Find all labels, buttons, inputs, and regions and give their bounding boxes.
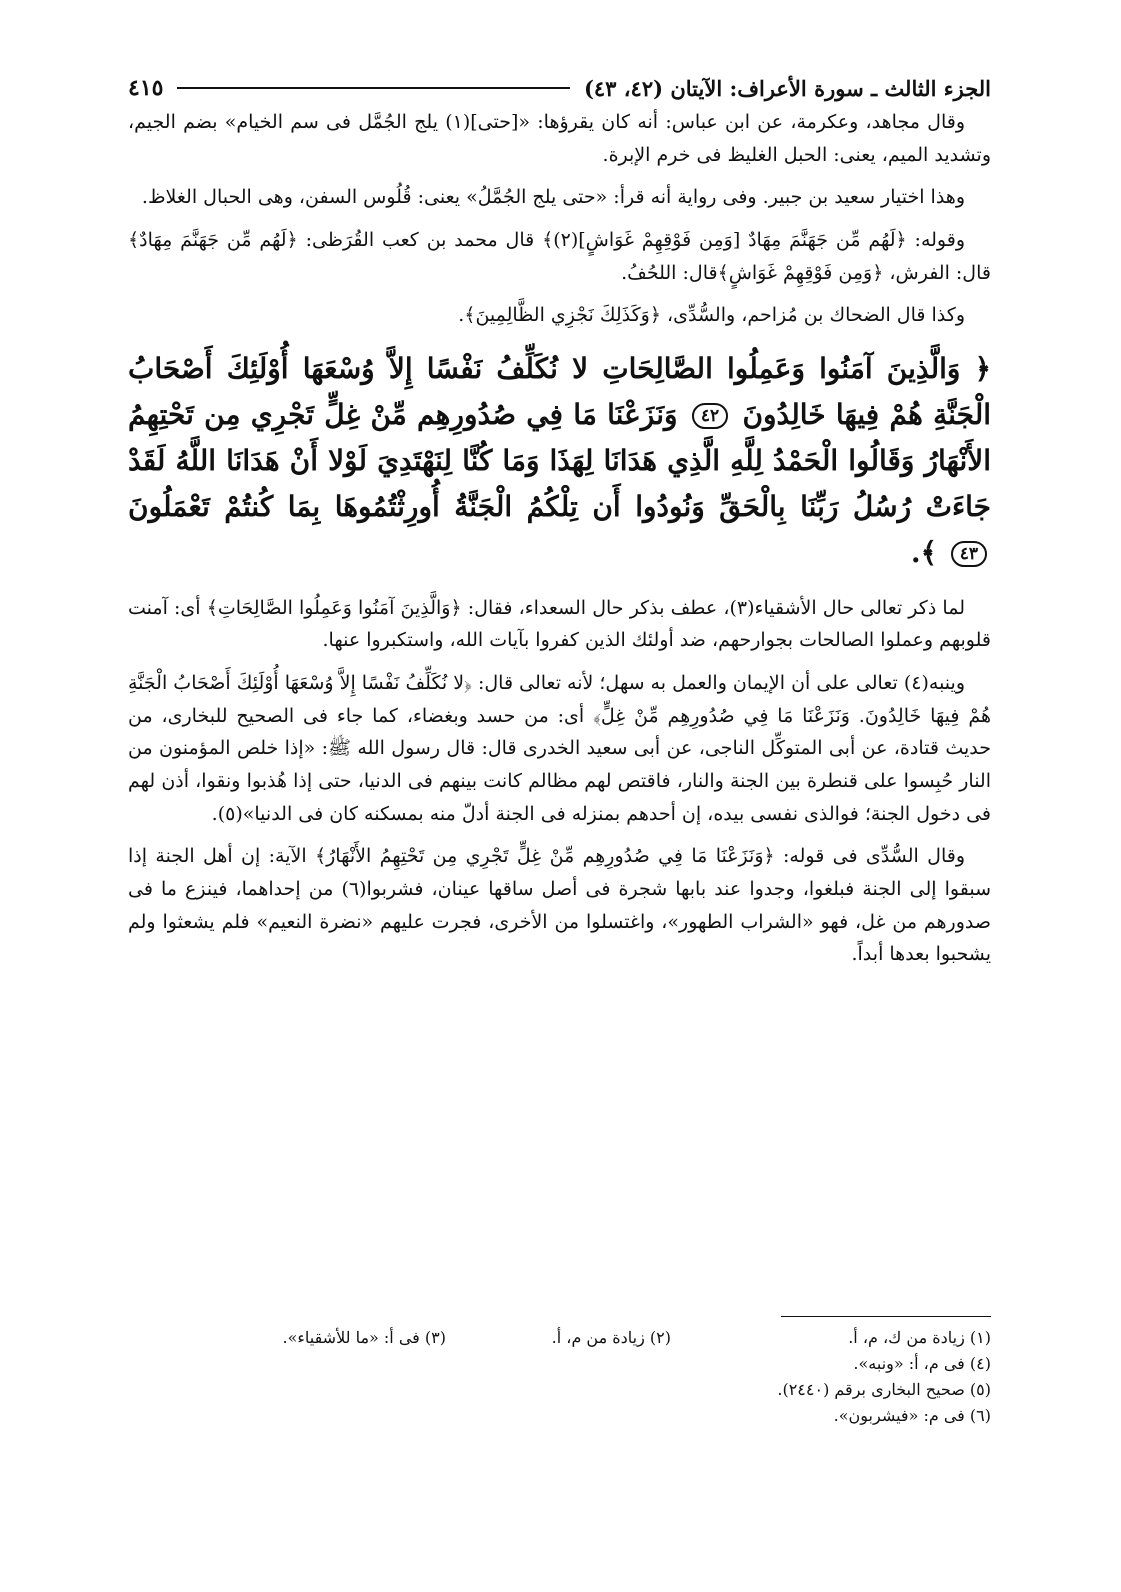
- footnote-2: (٢) زيادة من م، أ.: [551, 1328, 671, 1347]
- footnote-divider: [781, 1316, 991, 1317]
- footnote-row-1: [128, 1325, 991, 1351]
- verse-end-bracket: ﴾.: [910, 535, 937, 569]
- paragraph-4: وكذا قال الضحاك بن مُزاحم، والسُّدِّى، ﴿وَكَذَلِكَ نَجْزِي الظَّالِمِينَ﴾.: [458, 304, 965, 327]
- paragraph-1: وقال مجاهد، وعكرمة، عن ابن عباس: أنه كان يقرؤها: «[حتى](١) يلج الجُمَّل فى سم الخيام» بضم الجيم، وتشديد الميم، يعنى: الحبل الغليظ فى خرم الإبرة.: [128, 111, 991, 166]
- footnote-5: (٥) صحيح البخارى برقم (٢٤٤٠).: [777, 1380, 991, 1399]
- ayah-number-43: ٤٣: [951, 541, 987, 567]
- verse-text-part-2: وَنَزَعْنَا مَا فِي صُدُورِهِم مِّنْ غِلٍّ تَجْرِي مِن تَحْتِهِمُ الأَنْهَارُ وَقَالُوا الْحَمْدُ لِلَّهِ الَّذِي هَدَانَا لِهَذَا وَمَا كُنَّا لِنَهْتَدِيَ لَوْلا أَنْ هَدَانَا اللَّهُ لَقَدْ جَاءَتْ رُسُلُ رَبِّنَا بِالْحَقِّ وَنُودُوا أَن تِلْكُمُ الْجَنَّةُ أُورِثْتُمُوهَا بِمَا كُنتُمْ تَعْمَلُونَ: [128, 397, 991, 523]
- paragraph-7: وقال السُّدِّى فى قوله: ﴿وَنَزَعْنَا مَا فِي صُدُورِهِم مِّنْ غِلٍّ تَجْرِي مِن تَحْتِهِمُ الأَنْهَارُ﴾ الآية: إن أهل الجنة إذا سبقوا إلى الجنة فبلغوا، وجدوا عند بابها شجرة فى أصل ساقها عينان، فشربوا(٦) من إحداهما، فينزع ما فى صدورهم من غل، فهو «الشراب الطهور»، واغتسلوا من الأخرى، فجرت عليهم «نضرة النعيم» فلم يشعثوا ولم يشحبوا بعدها أبداً.: [128, 845, 991, 966]
- paragraph-2: وهذا اختيار سعيد بن جبير. وفى رواية أنه قرأ: «حتى يلج الجُمَّلُ» يعنى: قُلُوس السفن، وهى الحبال الغلاظ.: [141, 186, 965, 209]
- running-header: [128, 70, 991, 106]
- ayah-number-42: ٤٢: [692, 403, 728, 429]
- footnote-6: (٦) فى م: «فيشربون».: [833, 1406, 991, 1425]
- paragraph-3: وقوله: ﴿لَهُم مِّن جَهَنَّمَ مِهَادٌ [وَمِن فَوْقِهِمْ غَوَاشٍ](٢)﴾ قال محمد بن كعب القُرَظى: ﴿لَهُم مِّن جَهَنَّمَ مِهَادٌ﴾ قال: الفرش، ﴿وَمِن فَوْقِهِمْ غَوَاشٍ﴾قال: اللحُفُ.: [128, 229, 991, 284]
- footnote-1: (١) زيادة من ك، م، أ.: [848, 1328, 991, 1347]
- footnote-row-2: [128, 1351, 991, 1377]
- paragraph-6: وينبه(٤) تعالى على أن الإيمان والعمل به سهل؛ لأنه تعالى قال: ﴿لا نُكَلِّفُ نَفْسًا إِلاَّ وُسْعَهَا أُوْلَئِكَ أَصْحَابُ الْجَنَّةِ هُمْ فِيهَا خَالِدُونَ. وَنَزَعْنَا مَا فِي صُدُورِهِم مِّنْ غِلٍّ﴾ أى: من حسد وبغضاء، كما جاء فى الصحيح للبخارى، من حديث قتادة، عن أبى المتوكِّل الناجى، عن أبى سعيد الخدرى قال: قال رسول الله ﷺ: «إذا خلص المؤمنون من النار حُبِسوا على قنطرة بين الجنة والنار، فاقتص لهم مظالم كانت بينهم فى الدنيا، حتى إذا هُذبوا ونقوا، أذن لهم فى دخول الجنة؛ فوالذى نفسى بيده، إن أحدهم بمنزله فى الجنة أدلّ منه بمسكنه كان فى الدنيا»(٥).: [128, 671, 991, 825]
- page-number: ٤١٥: [128, 75, 164, 101]
- footnote-3: (٣) فى أ: «ما للأشقياء».: [282, 1328, 446, 1347]
- quran-verse-block: [128, 346, 991, 576]
- header-title: الجزء الثالث ـ سورة الأعراف: الآيتان (٤٢، ٤٣): [583, 75, 991, 101]
- footnote-row-3: [128, 1377, 991, 1403]
- paragraph-5: لما ذكر تعالى حال الأشقياء(٣)، عطف بذكر حال السعداء، فقال: ﴿وَالَّذِينَ آمَنُوا وَعَمِلُوا الصَّالِحَاتِ﴾ أى: آمنت قلوبهم وعملوا الصالحات بجوارحهم، ضد أولئك الذين كفروا بآيات الله، واستكبروا عنها.: [128, 596, 991, 652]
- footnote-4: (٤) فى م، أ: «ونبه».: [853, 1354, 991, 1373]
- footnotes: [128, 1316, 991, 1429]
- footnote-row-4: [128, 1403, 991, 1429]
- header-rule: [177, 87, 570, 89]
- verse-text-part-1: ﴿ وَالَّذِينَ آمَنُوا وَعَمِلُوا الصَّالِحَاتِ لا نُكَلِّفُ نَفْسًا إِلاَّ وُسْعَهَا أُوْلَئِكَ أَصْحَابُ الْجَنَّةِ هُمْ فِيهَا خَالِدُونَ: [128, 352, 992, 431]
